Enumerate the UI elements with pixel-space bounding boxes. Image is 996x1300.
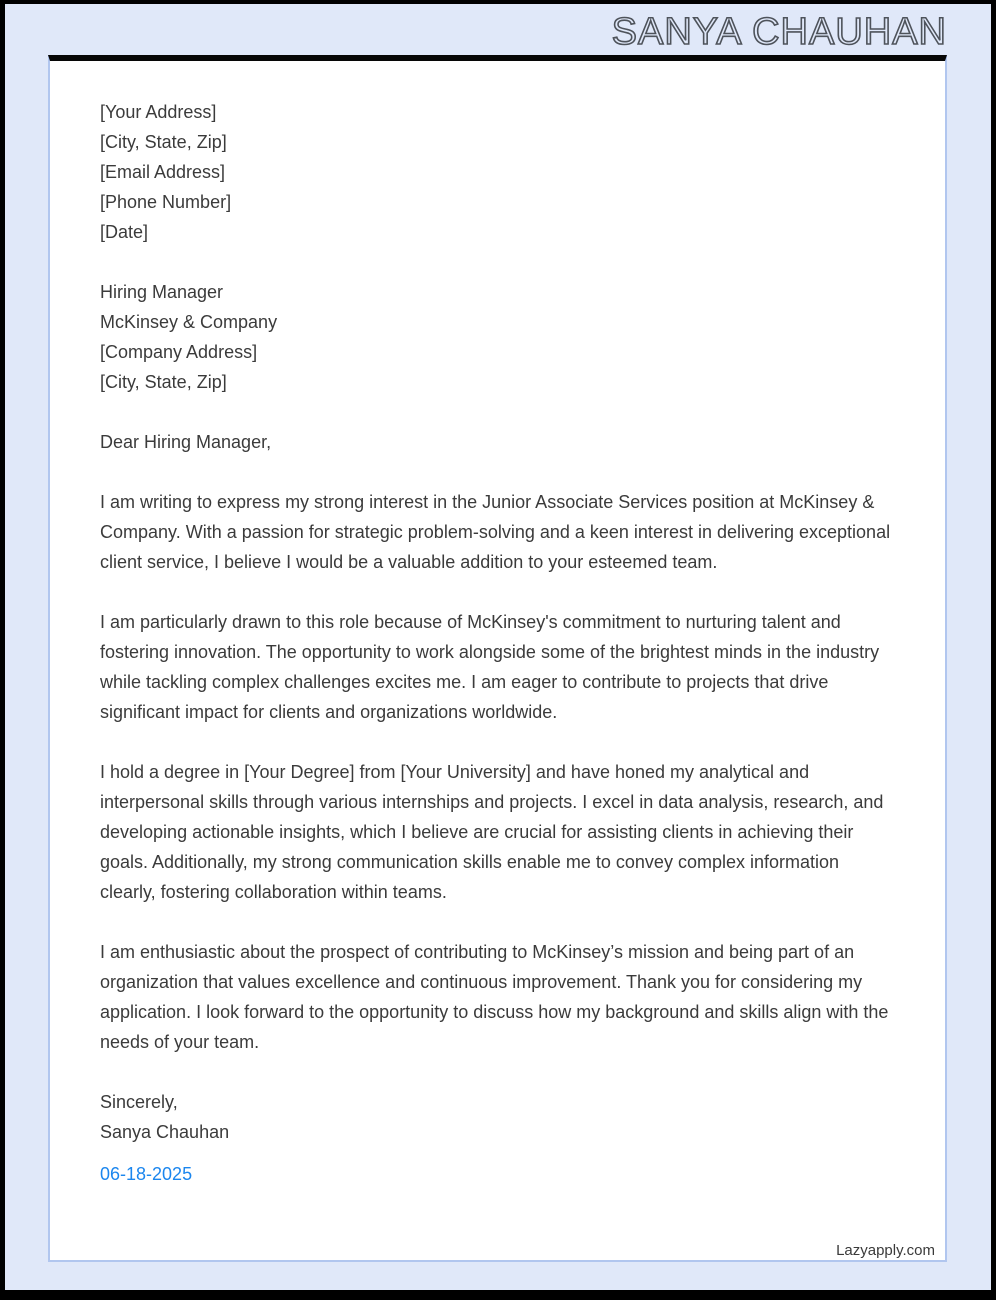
letter-body xyxy=(50,61,945,1189)
closing-line: Sincerely, xyxy=(100,1092,178,1112)
salutation: Dear Hiring Manager, xyxy=(100,432,272,452)
recipient-block xyxy=(100,277,897,397)
body-paragraph-3: I hold a degree in [Your Degree] from [Your University] and have honed my analytical and interpersonal skills through various internships and projects. I excel in data analysis, research, and developing actionable insights, which I believe are crucial for assisting clients in achieving their goals. Additionally, my strong communication skills enable me to convey complex information clearly, fostering collaboration within teams. xyxy=(100,762,884,902)
sender-city-line: [City, State, Zip] xyxy=(100,132,227,152)
sender-phone-line: [Phone Number] xyxy=(100,192,232,212)
body-paragraph-4: I am enthusiastic about the prospect of contributing to McKinsey’s mission and being part of an organization that values excellence and continuous improvement. Thank you for considering my application. I look forward to the opportunity to discuss how my background and skills align with the needs of your team. xyxy=(100,942,889,1052)
sender-date-line: [Date] xyxy=(100,222,149,242)
header-name: SANYA CHAUHAN xyxy=(611,11,947,53)
letter-date[interactable]: 06-18-2025 xyxy=(100,1164,193,1184)
body-paragraph-1: I am writing to express my strong interest in the Junior Associate Services position at McKinsey & Company. With a passion for strategic problem-solving and a keen interest in delivering exceptional client service, I believe I would be a valuable addition to your esteemed team. xyxy=(100,492,891,572)
header xyxy=(5,4,991,55)
letter-panel xyxy=(48,55,947,1262)
sender-email-line: [Email Address] xyxy=(100,162,226,182)
sender-block xyxy=(100,97,897,247)
brand-watermark: Lazyapply.com xyxy=(836,1242,935,1259)
signature-name: Sanya Chauhan xyxy=(100,1122,230,1142)
recipient-city-line: [City, State, Zip] xyxy=(100,372,227,392)
body-paragraph-2: I am particularly drawn to this role because of McKinsey's commitment to nurturing talent and fostering innovation. The opportunity to work alongside some of the brightest minds in the industry while tackling complex challenges excites me. I am eager to contribute to projects that drive significant impact for clients and organizations worldwide. xyxy=(100,612,880,722)
sender-address-line: [Your Address] xyxy=(100,102,217,122)
recipient-address-line: [Company Address] xyxy=(100,342,258,362)
signature-block xyxy=(100,1087,897,1147)
recipient-company-line: McKinsey & Company xyxy=(100,312,278,332)
recipient-name-line: Hiring Manager xyxy=(100,282,224,302)
